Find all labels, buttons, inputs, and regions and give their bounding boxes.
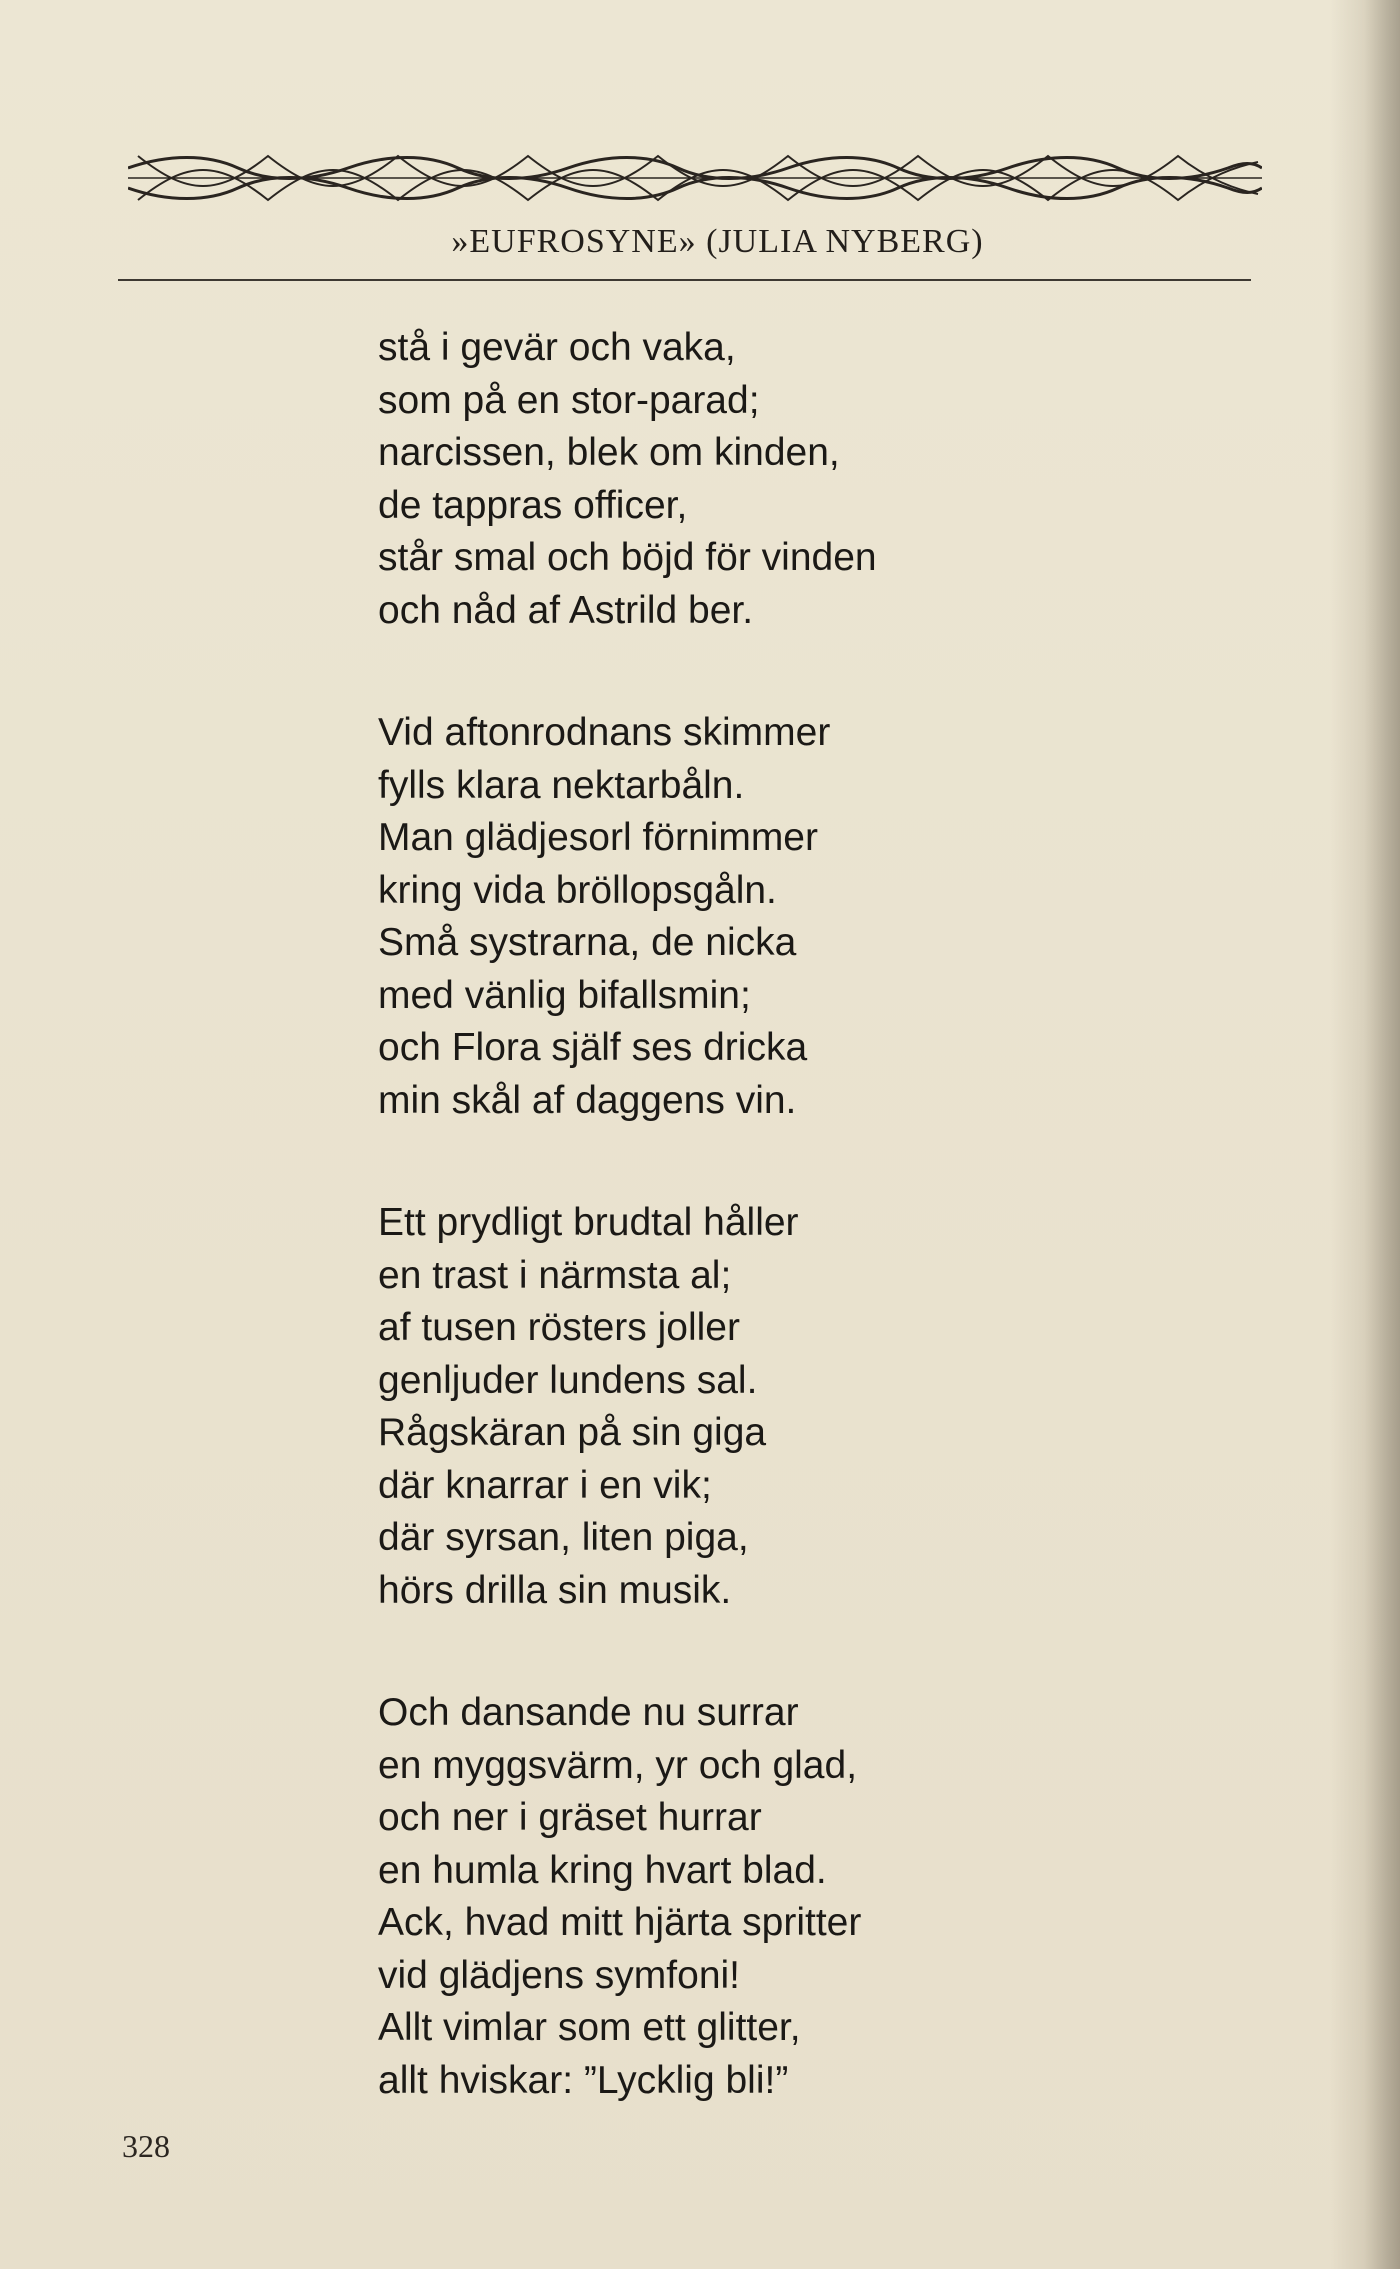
page-number: 328 [122, 2128, 170, 2164]
stanza-3 [378, 1197, 1098, 1617]
poem-line: och Flora själf ses dricka [378, 1026, 808, 1069]
poem-line: och nåd af Astrild ber. [378, 588, 754, 632]
poem-line: Och dansande nu surrar [378, 1691, 799, 1734]
poem-line: af tusen rösters joller [378, 1306, 740, 1349]
poem-line: där syrsan, liten piga, [378, 1516, 749, 1559]
stanza-4 [378, 1687, 1098, 2107]
interlace-ornament-icon [128, 150, 1262, 206]
poem-line: Ett prydligt brudtal håller [378, 1201, 799, 1244]
poem-line: och ner i gräset hurrar [378, 1796, 762, 1839]
stanza-1 [378, 322, 1098, 637]
poem-line: stå i gevär och vaka, [378, 326, 736, 369]
header-rule [118, 279, 1251, 281]
poem-line: de tappras officer, [378, 483, 688, 527]
poem-line: med vänlig bifallsmin; [378, 973, 751, 1017]
poem-line: vid glädjens symfoni! [378, 1953, 741, 1997]
poem-line: narcissen, blek om kinden, [378, 431, 840, 474]
poem-line: som på en stor-parad; [378, 378, 760, 422]
poem-line: Små systrarna, de nicka [378, 921, 797, 964]
poem-line: Allt vimlar som ett glitter, [378, 2006, 801, 2049]
stanza-2 [378, 707, 1098, 1127]
poem-line: min skål af daggens vin. [378, 1078, 797, 1122]
page-edge-shadow [1364, 0, 1400, 2269]
poem-line: en trast i närmsta al; [378, 1253, 732, 1297]
poem-line: hörs drilla sin musik. [378, 1568, 732, 1612]
poem-line: allt hviskar: ”Lycklig bli!” [378, 2058, 789, 2102]
poem-line: står smal och böjd för vinden [378, 536, 877, 579]
poem-line: en humla kring hvart blad. [378, 1848, 827, 1892]
poem-line: kring vida bröllopsgåln. [378, 868, 777, 912]
poem-line: Rågskäran på sin giga [378, 1411, 767, 1454]
running-head: »EUFROSYNE» (JULIA NYBERG) [451, 223, 984, 260]
poem-line: fylls klara nektarbåln. [378, 763, 745, 807]
poem-line: genljuder lundens sal. [378, 1358, 758, 1402]
poem-line: Ack, hvad mitt hjärta spritter [378, 1901, 862, 1944]
poem-body [378, 322, 1098, 2177]
poem-line: Man glädjesorl förnimmer [378, 816, 818, 859]
poem-line: Vid aftonrodnans skimmer [378, 711, 831, 754]
poem-line: där knarrar i en vik; [378, 1463, 712, 1507]
poem-line: en myggsvärm, yr och glad, [378, 1743, 858, 1787]
